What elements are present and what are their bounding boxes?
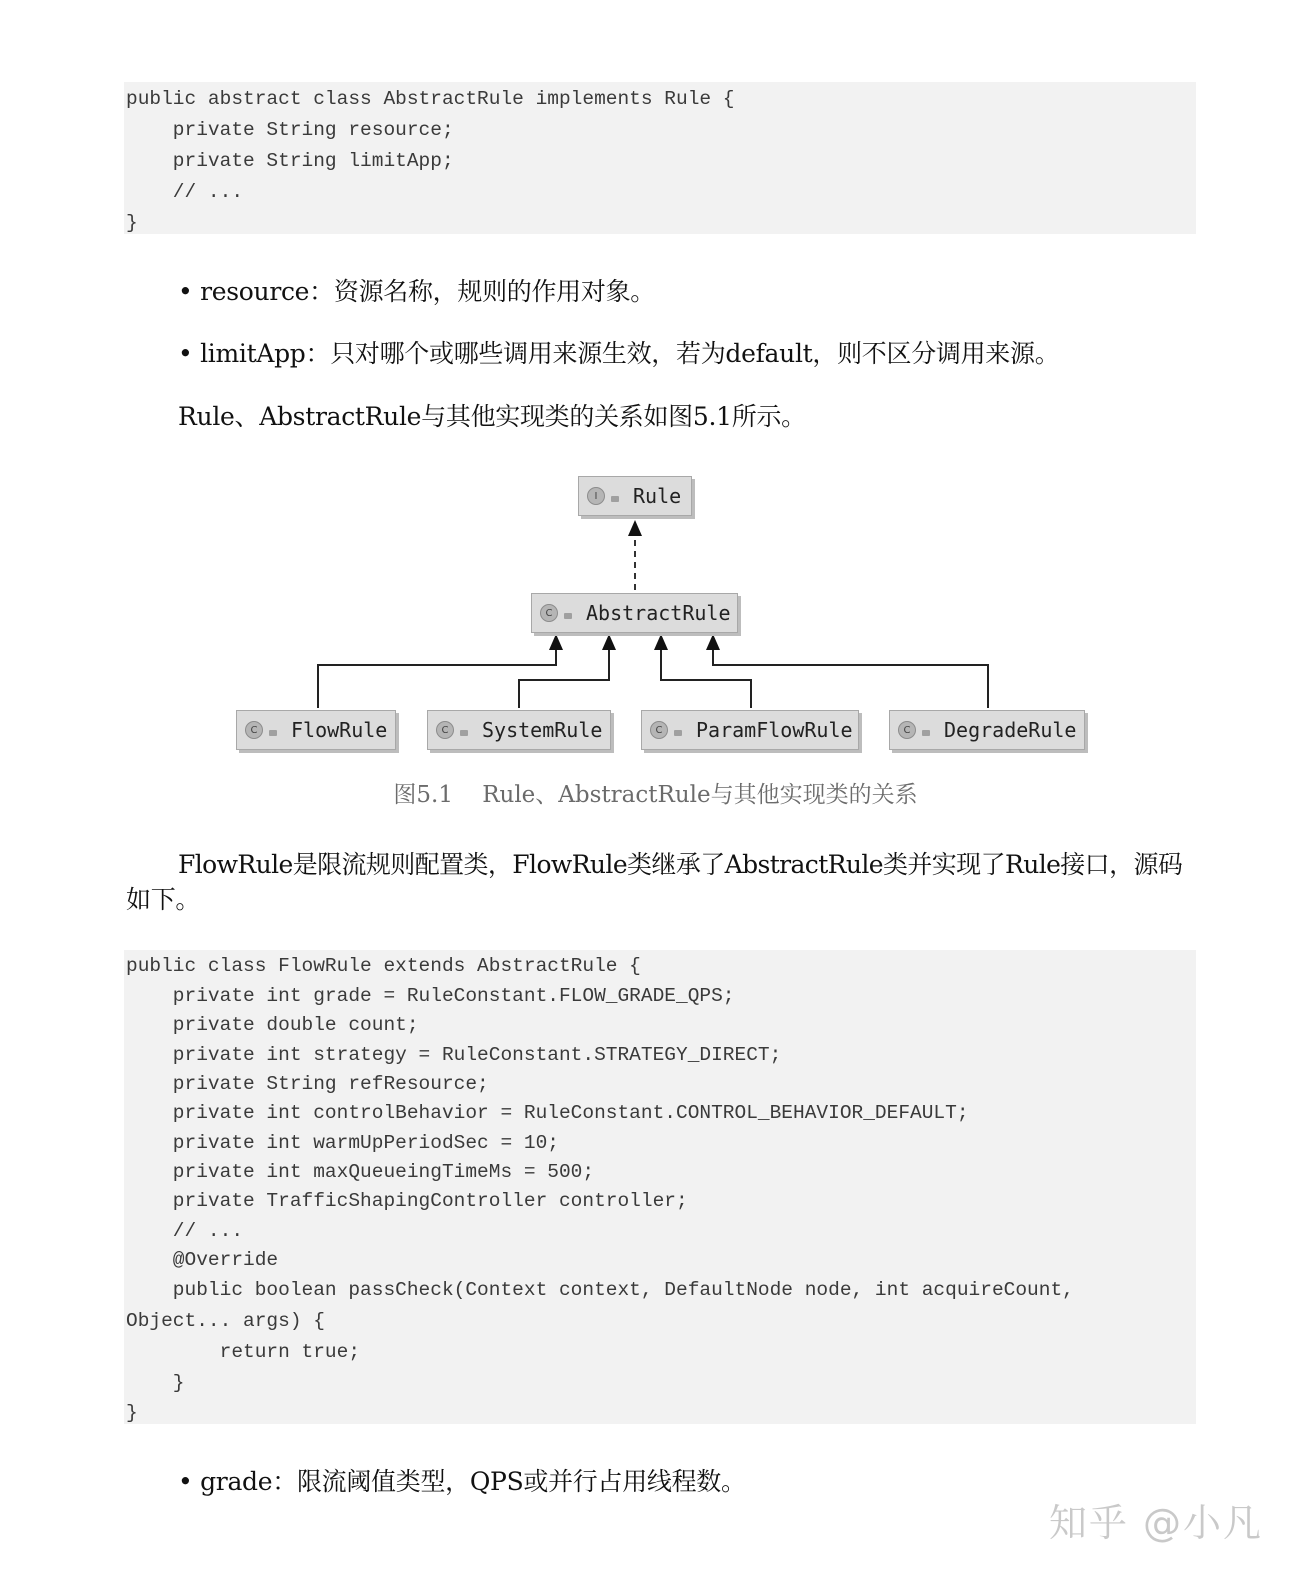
visibility-icon bbox=[674, 730, 682, 736]
node-label: AbstractRule bbox=[586, 601, 731, 625]
code-line: return true; bbox=[126, 1341, 361, 1363]
code-line: Object... args) { bbox=[126, 1310, 325, 1332]
code-line: private int controlBehavior = RuleConstant.CONTROL_BEHAVIOR_DEFAULT; bbox=[126, 1102, 969, 1124]
bullet-resource: • resource：资源名称，规则的作用对象。 bbox=[178, 277, 655, 306]
visibility-icon bbox=[611, 496, 619, 502]
intro-paragraph: Rule、AbstractRule与其他实现类的关系如图5.1所示。 bbox=[178, 402, 806, 431]
code-block-abstractrule bbox=[124, 82, 1196, 234]
extends-edge-degraderule bbox=[713, 643, 988, 708]
node-label: Rule bbox=[633, 484, 682, 508]
code-line: private double count; bbox=[126, 1014, 419, 1036]
node-abstractrule bbox=[531, 593, 738, 633]
extends-edge-paramflowrule bbox=[661, 643, 751, 708]
visibility-icon bbox=[564, 613, 572, 619]
extends-edge-systemrule bbox=[519, 643, 609, 708]
code-line: private int warmUpPeriodSec = 10; bbox=[126, 1132, 559, 1154]
interface-icon: I bbox=[587, 487, 605, 505]
node-paramflowrule bbox=[641, 710, 859, 750]
code-line: private int grade = RuleConstant.FLOW_GRADE_QPS; bbox=[126, 985, 735, 1007]
extends-edge-flowrule bbox=[318, 643, 556, 708]
class-icon: C bbox=[898, 721, 916, 739]
code-line: private int maxQueueingTimeMs = 500; bbox=[126, 1161, 595, 1183]
visibility-icon bbox=[922, 730, 930, 736]
node-systemrule bbox=[427, 710, 611, 750]
node-label: ParamFlowRule bbox=[696, 718, 853, 742]
flowrule-paragraph-line1: FlowRule是限流规则配置类，FlowRule类继承了AbstractRule类并实现了Rule接口，源码 bbox=[178, 850, 1183, 879]
implements-arrowhead bbox=[628, 520, 642, 536]
flowrule-paragraph-line2: 如下。 bbox=[126, 885, 201, 914]
code-line: } bbox=[126, 212, 138, 234]
code-line: } bbox=[126, 1372, 185, 1394]
code-line: // ... bbox=[126, 181, 244, 203]
visibility-icon bbox=[269, 730, 277, 736]
class-icon: C bbox=[650, 721, 668, 739]
class-icon: C bbox=[436, 721, 454, 739]
class-hierarchy-diagram bbox=[0, 460, 1311, 770]
code-line: private String refResource; bbox=[126, 1073, 489, 1095]
bullet-limitapp: • limitApp：只对哪个或哪些调用来源生效，若为default，则不区分调用来源。 bbox=[178, 339, 1060, 368]
visibility-icon bbox=[460, 730, 468, 736]
node-label: FlowRule bbox=[291, 718, 388, 742]
figure-caption: 图5.1 Rule、AbstractRule与其他实现类的关系 bbox=[393, 782, 918, 808]
node-label: DegradeRule bbox=[944, 718, 1077, 742]
bullet-grade: • grade：限流阈值类型，QPS或并行占用线程数。 bbox=[178, 1467, 746, 1496]
code-line: private String limitApp; bbox=[126, 150, 454, 172]
code-line: private int strategy = RuleConstant.STRATEGY_DIRECT; bbox=[126, 1044, 782, 1066]
code-line: public abstract class AbstractRule implements Rule { bbox=[126, 88, 735, 110]
class-icon: C bbox=[245, 721, 263, 739]
code-line: } bbox=[126, 1402, 138, 1424]
code-line: @Override bbox=[126, 1249, 279, 1271]
code-line: private String resource; bbox=[126, 119, 454, 141]
code-line: private TrafficShapingController controller; bbox=[126, 1190, 688, 1212]
watermark: 知乎 @小凡 bbox=[1048, 1501, 1263, 1545]
class-icon: C bbox=[540, 604, 558, 622]
node-degraderule bbox=[889, 710, 1085, 750]
code-block-flowrule bbox=[124, 950, 1196, 1424]
node-label: SystemRule bbox=[482, 718, 603, 742]
code-line: // ... bbox=[126, 1220, 244, 1242]
code-line: public class FlowRule extends AbstractRule { bbox=[126, 955, 641, 977]
node-rule bbox=[578, 476, 692, 516]
node-flowrule bbox=[236, 710, 396, 750]
code-line: public boolean passCheck(Context context, DefaultNode node, int acquireCount, bbox=[126, 1279, 1074, 1301]
